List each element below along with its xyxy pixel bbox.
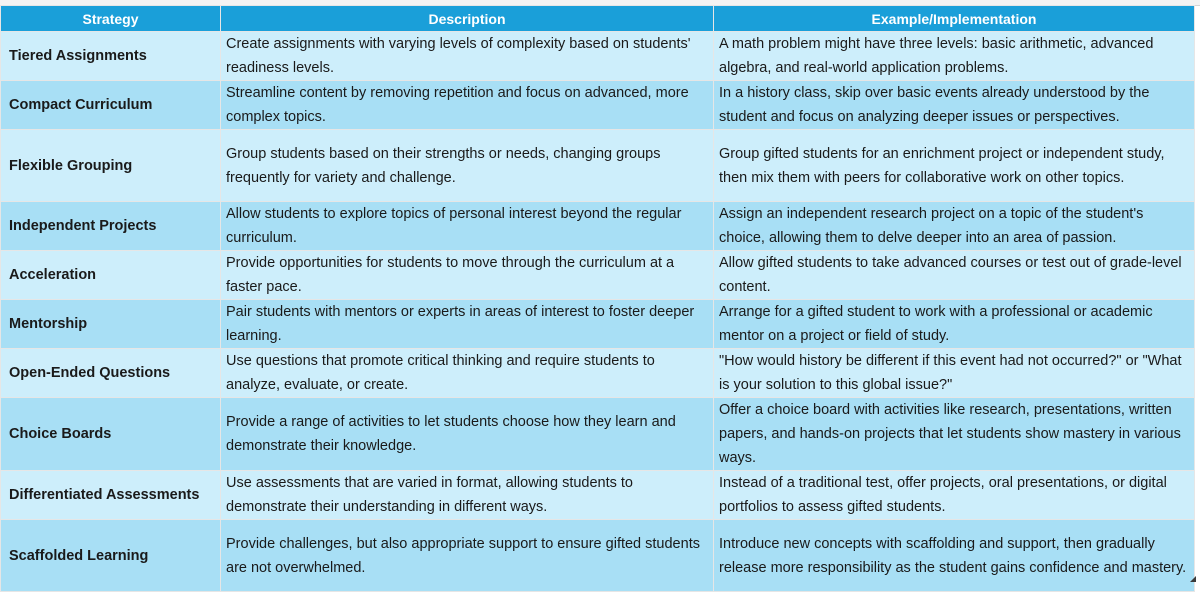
description-cell[interactable]: Use assessments that are varied in format, allowing students to demonstrate their understanding in different ways. bbox=[221, 471, 714, 520]
example-cell[interactable]: Introduce new concepts with scaffolding and support, then gradually release more responsibility as the student gains confidence and mastery. bbox=[714, 520, 1195, 592]
table-row bbox=[1, 471, 1195, 520]
table-resize-handle-icon[interactable] bbox=[1190, 576, 1196, 582]
example-cell[interactable]: Offer a choice board with activities like research, presentations, written papers, and hands-on projects that let students show mastery in various ways. bbox=[714, 398, 1195, 471]
example-cell[interactable]: Group gifted students for an enrichment project or independent study, then mix them with peers for collaborative work on other topics. bbox=[714, 130, 1195, 202]
example-cell[interactable]: Instead of a traditional test, offer projects, oral presentations, or digital portfolios to assess gifted students. bbox=[714, 471, 1195, 520]
strategy-cell[interactable]: Scaffolded Learning bbox=[1, 520, 221, 592]
example-cell[interactable]: Assign an independent research project on a topic of the student's choice, allowing them to delve deeper into an area of passion. bbox=[714, 202, 1195, 251]
header-example[interactable]: Example/Implementation bbox=[714, 6, 1195, 32]
table-row bbox=[1, 32, 1195, 81]
example-cell[interactable]: Arrange for a gifted student to work with a professional or academic mentor on a project or field of study. bbox=[714, 300, 1195, 349]
example-cell[interactable]: In a history class, skip over basic events already understood by the student and focus on analyzing deeper issues or perspectives. bbox=[714, 81, 1195, 130]
strategy-cell[interactable]: Compact Curriculum bbox=[1, 81, 221, 130]
table-header-row bbox=[1, 6, 1195, 32]
strategy-cell[interactable]: Independent Projects bbox=[1, 202, 221, 251]
description-cell[interactable]: Provide a range of activities to let students choose how they learn and demonstrate their knowledge. bbox=[221, 398, 714, 471]
table-row bbox=[1, 520, 1195, 592]
table-row bbox=[1, 398, 1195, 471]
description-cell[interactable]: Streamline content by removing repetition and focus on advanced, more complex topics. bbox=[221, 81, 714, 130]
strategy-cell[interactable]: Open-Ended Questions bbox=[1, 349, 221, 398]
description-cell[interactable]: Create assignments with varying levels of complexity based on students' readiness levels. bbox=[221, 32, 714, 81]
table-row bbox=[1, 251, 1195, 300]
table-row bbox=[1, 130, 1195, 202]
description-cell[interactable]: Provide opportunities for students to move through the curriculum at a faster pace. bbox=[221, 251, 714, 300]
header-strategy[interactable]: Strategy bbox=[1, 6, 221, 32]
strategies-table bbox=[0, 5, 1195, 592]
example-cell[interactable]: "How would history be different if this event had not occurred?" or "What is your solution to this global issue?" bbox=[714, 349, 1195, 398]
description-cell[interactable]: Group students based on their strengths or needs, changing groups frequently for variety and challenge. bbox=[221, 130, 714, 202]
strategy-cell[interactable]: Tiered Assignments bbox=[1, 32, 221, 81]
header-description[interactable]: Description bbox=[221, 6, 714, 32]
table-row bbox=[1, 202, 1195, 251]
example-cell[interactable]: A math problem might have three levels: basic arithmetic, advanced algebra, and real-world application problems. bbox=[714, 32, 1195, 81]
description-cell[interactable]: Pair students with mentors or experts in areas of interest to foster deeper learning. bbox=[221, 300, 714, 349]
example-cell[interactable]: Allow gifted students to take advanced courses or test out of grade-level content. bbox=[714, 251, 1195, 300]
strategy-cell[interactable]: Mentorship bbox=[1, 300, 221, 349]
description-cell[interactable]: Use questions that promote critical thinking and require students to analyze, evaluate, or create. bbox=[221, 349, 714, 398]
strategy-cell[interactable]: Choice Boards bbox=[1, 398, 221, 471]
strategy-cell[interactable]: Flexible Grouping bbox=[1, 130, 221, 202]
strategy-cell[interactable]: Differentiated Assessments bbox=[1, 471, 221, 520]
table-row bbox=[1, 300, 1195, 349]
description-cell[interactable]: Allow students to explore topics of personal interest beyond the regular curriculum. bbox=[221, 202, 714, 251]
table-row bbox=[1, 81, 1195, 130]
table-row bbox=[1, 349, 1195, 398]
description-cell[interactable]: Provide challenges, but also appropriate support to ensure gifted students are not overwhelmed. bbox=[221, 520, 714, 592]
strategy-cell[interactable]: Acceleration bbox=[1, 251, 221, 300]
